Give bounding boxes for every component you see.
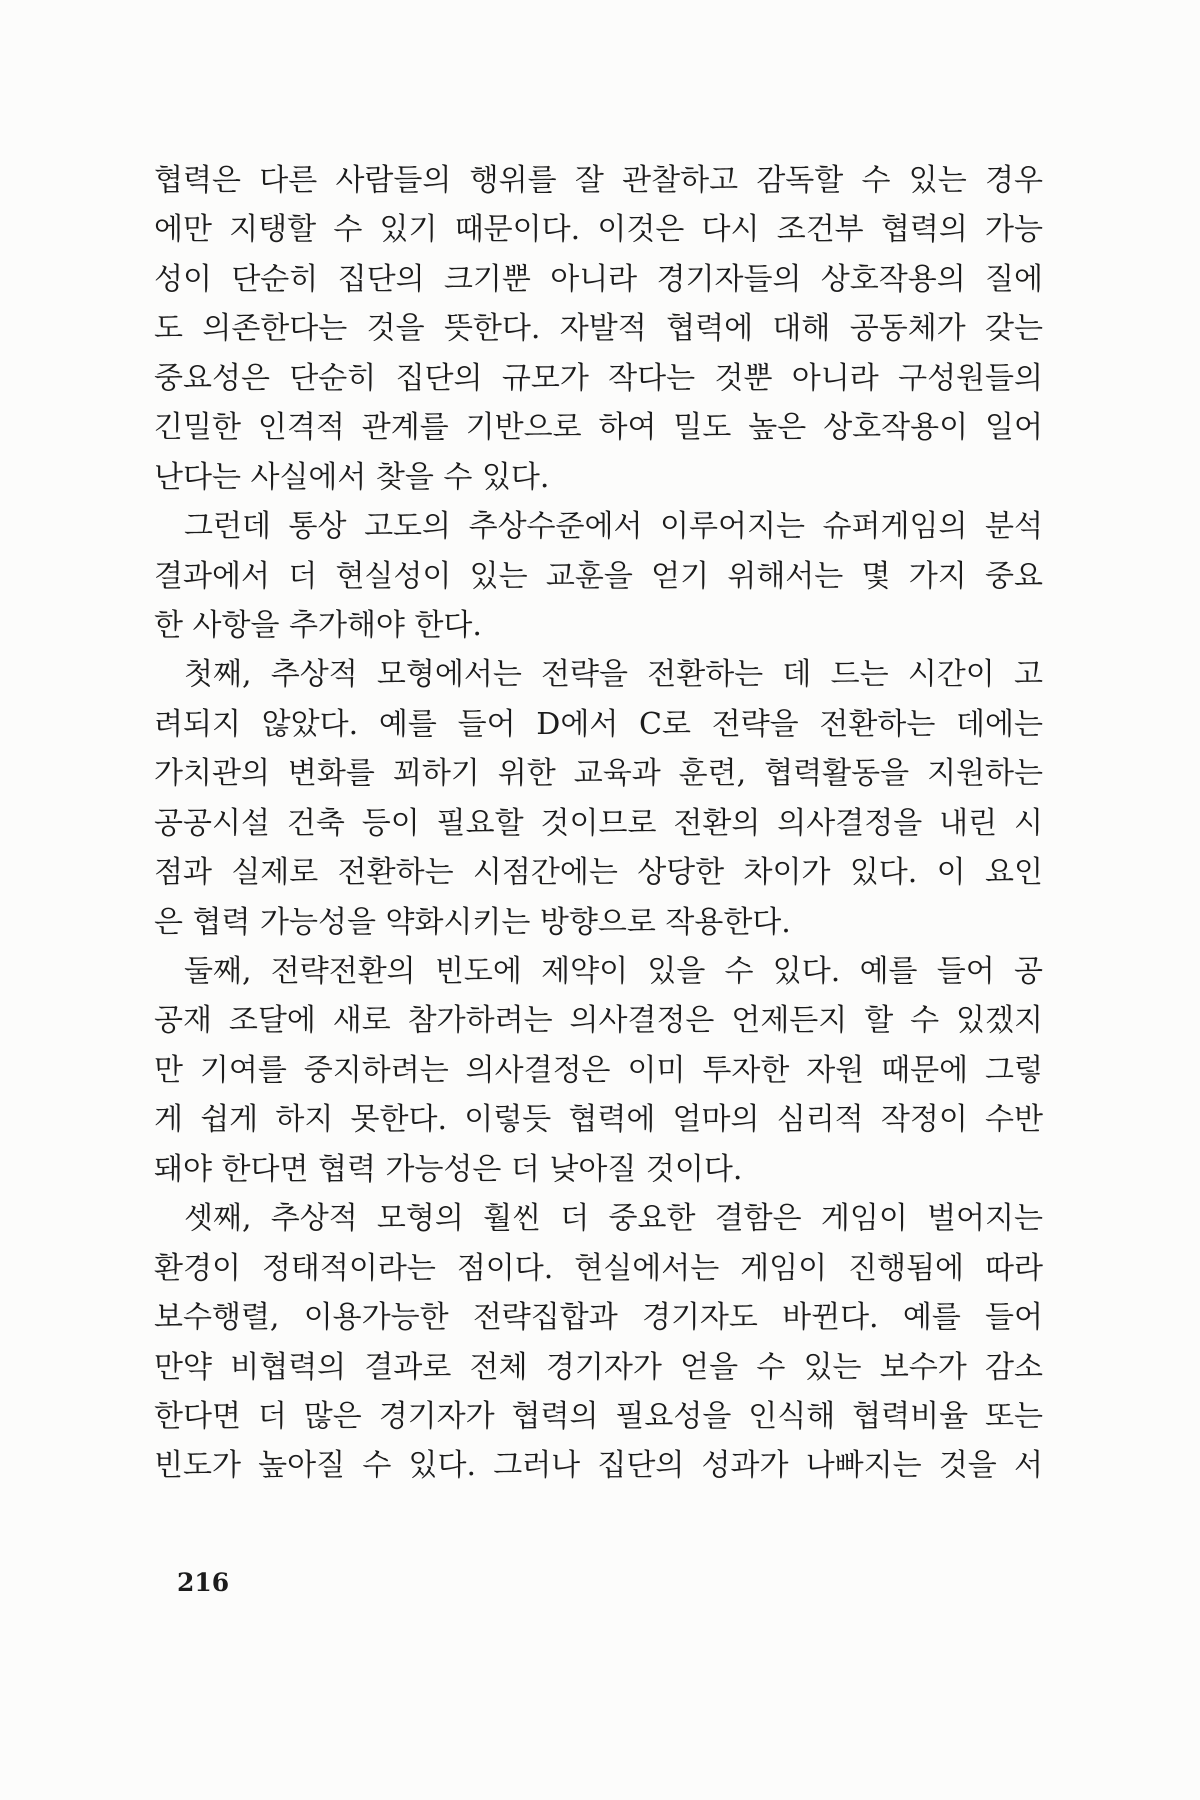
text-line: 한다면 더 많은 경기자가 협력의 필요성을 인식해 협력비율 또는 [154, 1398, 1043, 1434]
body-text [154, 156, 1043, 1491]
page-number: 216 [177, 1568, 230, 1597]
text-line: 빈도가 높아질 수 있다. 그러나 집단의 성과가 나빠지는 것을 서 [154, 1448, 1043, 1484]
text-line: 점과 실제로 전환하는 시점간에는 상당한 차이가 있다. 이 요인 [154, 855, 1043, 891]
text-line: 협력은 다른 사람들의 행위를 잘 관찰하고 감독할 수 있는 경우 [154, 163, 1043, 198]
paragraph [154, 947, 1043, 1194]
text-line: 만약 비협력의 결과로 전체 경기자가 얻을 수 있는 보수가 감소 [154, 1349, 1043, 1385]
text-line: 중요성은 단순히 집단의 규모가 작다는 것뿐 아니라 구성원들의 [154, 360, 1043, 396]
text-line: 게 쉽게 하지 못한다. 이렇듯 협력에 얼마의 심리적 작정이 수반 [154, 1102, 1043, 1138]
text-line: 도 의존한다는 것을 뜻한다. 자발적 협력에 대해 공동체가 갖는 [154, 311, 1043, 347]
paragraph-continued [154, 156, 1043, 502]
text-line: 가치관의 변화를 꾀하기 위한 교육과 훈련, 협력활동을 지원하는 [154, 756, 1043, 792]
text-line: 셋째, 추상적 모형의 훨씬 더 중요한 결함은 게임이 벌어지는 [184, 1201, 1043, 1237]
text-line: 둘째, 전략전환의 빈도에 제약이 있을 수 있다. 예를 들어 공 [184, 954, 1043, 989]
text-line: 그런데 통상 고도의 추상수준에서 이루어지는 슈퍼게임의 분석 [184, 509, 1043, 545]
paragraph [154, 650, 1043, 947]
text-line: 공재 조달에 새로 참가하려는 의사결정은 언제든지 할 수 있겠지 [154, 1003, 1043, 1039]
text-line: 만 기여를 중지하려는 의사결정은 이미 투자한 자원 때문에 그렇 [154, 1052, 1043, 1088]
text-line: 보수행렬, 이용가능한 전략집합과 경기자도 바뀐다. 예를 들어 [154, 1300, 1043, 1336]
paragraph [154, 1194, 1043, 1491]
text-line: 한 사항을 추가해야 한다. [154, 607, 482, 643]
text-line: 공공시설 건축 등이 필요할 것이므로 전환의 의사결정을 내린 시 [154, 805, 1043, 841]
text-line: 환경이 정태적이라는 점이다. 현실에서는 게임이 진행됨에 따라 [154, 1250, 1043, 1286]
text-line: 첫째, 추상적 모형에서는 전략을 전환하는 데 드는 시간이 고 [184, 657, 1043, 693]
text-line: 려되지 않았다. 예를 들어 D에서 C로 전략을 전환하는 데에는 [154, 706, 1043, 742]
text-line: 긴밀한 인격적 관계를 기반으로 하여 밀도 높은 상호작용이 일어 [154, 410, 1043, 446]
text-line: 난다는 사실에서 찾을 수 있다. [154, 459, 550, 495]
paragraph [154, 502, 1043, 650]
text-line: 결과에서 더 현실성이 있는 교훈을 얻기 위해서는 몇 가지 중요 [154, 558, 1043, 594]
text-line: 은 협력 가능성을 약화시키는 방향으로 작용한다. [154, 904, 791, 940]
text-line: 돼야 한다면 협력 가능성은 더 낮아질 것이다. [154, 1151, 743, 1187]
text-line: 에만 지탱할 수 있기 때문이다. 이것은 다시 조건부 협력의 가능 [154, 212, 1043, 248]
text-line: 성이 단순히 집단의 크기뿐 아니라 경기자들의 상호작용의 질에 [154, 261, 1043, 297]
